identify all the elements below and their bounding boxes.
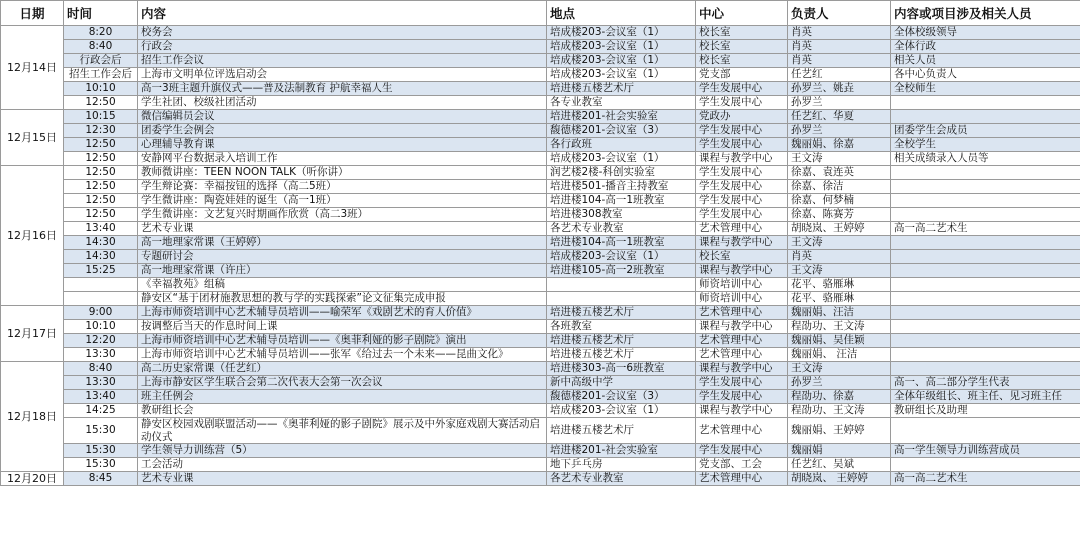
center-cell: 艺术管理中心 [696,472,788,486]
table-row [1,96,1080,110]
location-cell: 地下乒乓房 [547,458,696,472]
location-cell: 培成楼203-会议室（1） [547,54,696,68]
owner-cell: 肖英 [788,40,891,54]
time-cell: 13:30 [64,376,138,390]
center-cell: 党支部、工会 [696,458,788,472]
table-row [1,334,1080,348]
center-cell: 学生发展中心 [696,138,788,152]
location-cell: 培进楼105-高一2班教室 [547,264,696,278]
people-cell [891,180,1080,194]
date-cell: 12月18日 [1,362,64,472]
content-cell: 学生社团、校级社团活动 [138,96,547,110]
center-cell: 课程与教学中心 [696,152,788,166]
header-row [1,1,1080,26]
content-cell: 专题研讨会 [138,250,547,264]
location-cell: 培进楼104-高一1班教室 [547,194,696,208]
table-row [1,458,1080,472]
time-cell: 12:50 [64,96,138,110]
location-cell: 培进楼201-社会实验室 [547,110,696,124]
time-cell: 13:40 [64,222,138,236]
content-cell: 安静网平台数据录入培训工作 [138,152,547,166]
owner-cell: 任艺红、吴斌 [788,458,891,472]
table-row [1,26,1080,40]
center-cell: 学生发展中心 [696,444,788,458]
people-cell: 相关人员 [891,54,1080,68]
center-cell: 学生发展中心 [696,124,788,138]
table-row [1,68,1080,82]
header-date: 日期 [1,1,64,26]
location-cell: 培进楼501-播音主持教室 [547,180,696,194]
time-cell: 15:30 [64,444,138,458]
schedule-body [1,26,1080,486]
center-cell: 党支部 [696,68,788,82]
content-cell: 教研组长会 [138,404,547,418]
owner-cell: 肖英 [788,54,891,68]
content-cell: 团委学生会例会 [138,124,547,138]
owner-cell: 孙罗兰 [788,124,891,138]
owner-cell: 胡晓岚、王婷婷 [788,222,891,236]
owner-cell: 孙罗兰 [788,376,891,390]
owner-cell: 王文涛 [788,362,891,376]
center-cell: 学生发展中心 [696,390,788,404]
date-cell: 12月15日 [1,110,64,166]
location-cell: 培进楼五楼艺术厅 [547,418,696,444]
owner-cell: 魏丽娟、王婷婷 [788,418,891,444]
location-cell: 培进楼五楼艺术厅 [547,82,696,96]
center-cell: 艺术管理中心 [696,222,788,236]
owner-cell: 程劭功、王文涛 [788,404,891,418]
header-content: 内容 [138,1,547,26]
content-cell: 校务会 [138,26,547,40]
center-cell: 课程与教学中心 [696,236,788,250]
table-row [1,292,1080,306]
table-row [1,138,1080,152]
table-row [1,208,1080,222]
table-row [1,376,1080,390]
header-people: 内容或项目涉及相关人员 [891,1,1080,26]
content-cell: 上海市文明单位评选启动会 [138,68,547,82]
location-cell: 各艺术专业教室 [547,472,696,486]
location-cell: 馥德楼201-会议室（3） [547,124,696,138]
content-cell: 招生工作会议 [138,54,547,68]
time-cell: 12:50 [64,208,138,222]
owner-cell: 魏丽娟、 汪洁 [788,348,891,362]
owner-cell: 花平、骆雁琳 [788,278,891,292]
content-cell: 高一3班主题升旗仪式——普及法制教育 护航幸福人生 [138,82,547,96]
people-cell [891,362,1080,376]
center-cell: 党政办 [696,110,788,124]
center-cell: 学生发展中心 [696,96,788,110]
people-cell: 各中心负责人 [891,68,1080,82]
people-cell: 高一学生领导力训练营成员 [891,444,1080,458]
owner-cell: 任艺红 [788,68,891,82]
owner-cell: 花平、骆雁琳 [788,292,891,306]
content-cell: 高二历史家常课（任艺红） [138,362,547,376]
center-cell: 校长室 [696,26,788,40]
time-cell: 招生工作会后 [64,68,138,82]
time-cell: 8:20 [64,26,138,40]
content-cell: 教师微讲座：TEEN NOON TALK（听你讲） [138,166,547,180]
content-cell: 学生微讲座：文艺复兴时期画作欣赏（高二3班） [138,208,547,222]
people-cell: 团委学生会成员 [891,124,1080,138]
people-cell [891,278,1080,292]
content-cell: 上海市师资培训中心艺术辅导员培训——《奥菲利娅的影子剧院》演出 [138,334,547,348]
location-cell: 培进楼201-社会实验室 [547,444,696,458]
table-row [1,166,1080,180]
table-row [1,124,1080,138]
center-cell: 学生发展中心 [696,82,788,96]
time-cell: 15:30 [64,458,138,472]
content-cell: 高一地理家常课（许庄） [138,264,547,278]
content-cell: 工会活动 [138,458,547,472]
date-cell: 12月20日 [1,472,64,486]
people-cell [891,306,1080,320]
header-center: 中心 [696,1,788,26]
owner-cell: 胡晓岚、 王婷婷 [788,472,891,486]
time-cell: 12:50 [64,194,138,208]
people-cell [891,166,1080,180]
content-cell: 艺术专业课 [138,222,547,236]
content-cell: 按调整后当天的作息时间上课 [138,320,547,334]
owner-cell: 王文涛 [788,236,891,250]
date-cell: 12月14日 [1,26,64,110]
time-cell: 12:20 [64,334,138,348]
time-cell: 8:40 [64,40,138,54]
content-cell: 学生领导力训练营（5） [138,444,547,458]
center-cell: 学生发展中心 [696,166,788,180]
time-cell: 15:25 [64,264,138,278]
center-cell: 校长室 [696,54,788,68]
location-cell: 培进楼五楼艺术厅 [547,306,696,320]
content-cell: 上海市静安区学生联合会第二次代表大会第一次会议 [138,376,547,390]
people-cell: 教研组长及助理 [891,404,1080,418]
owner-cell: 程劭功、徐嘉 [788,390,891,404]
location-cell: 润艺楼2楼-科创实验室 [547,166,696,180]
time-cell: 12:50 [64,152,138,166]
time-cell: 12:50 [64,138,138,152]
people-cell [891,96,1080,110]
date-cell: 12月16日 [1,166,64,306]
location-cell: 培进楼104-高一1班教室 [547,236,696,250]
owner-cell: 魏丽娟、汪洁 [788,306,891,320]
time-cell: 8:40 [64,362,138,376]
location-cell [547,278,696,292]
table-row [1,444,1080,458]
time-cell: 13:30 [64,348,138,362]
location-cell: 培成楼203-会议室（1） [547,250,696,264]
location-cell: 培成楼203-会议室（1） [547,404,696,418]
location-cell: 培进楼308教室 [547,208,696,222]
center-cell: 艺术管理中心 [696,418,788,444]
location-cell: 各行政班 [547,138,696,152]
center-cell: 课程与教学中心 [696,320,788,334]
center-cell: 课程与教学中心 [696,264,788,278]
owner-cell: 孙罗兰 [788,96,891,110]
table-row [1,82,1080,96]
people-cell [891,348,1080,362]
table-row [1,180,1080,194]
owner-cell: 魏丽娟、徐嘉 [788,138,891,152]
location-cell: 培进楼303-高一6班教室 [547,362,696,376]
location-cell: 新中高级中学 [547,376,696,390]
center-cell: 师资培训中心 [696,278,788,292]
time-cell: 14:25 [64,404,138,418]
table-row [1,418,1080,444]
center-cell: 艺术管理中心 [696,334,788,348]
content-cell: 班主任例会 [138,390,547,404]
owner-cell: 魏丽娟、吴佳颖 [788,334,891,348]
table-row [1,306,1080,320]
content-cell: 学生微讲座：陶瓷娃娃的诞生（高一1班） [138,194,547,208]
owner-cell: 魏丽娟 [788,444,891,458]
location-cell: 各专业教室 [547,96,696,110]
time-cell: 10:10 [64,320,138,334]
center-cell: 校长室 [696,40,788,54]
location-cell: 培成楼203-会议室（1） [547,152,696,166]
owner-cell: 徐嘉、何梦楠 [788,194,891,208]
owner-cell: 王文涛 [788,152,891,166]
owner-cell: 任艺红、华夏 [788,110,891,124]
content-cell: 艺术专业课 [138,472,547,486]
content-cell: 学生辩论赛：幸福按钮的选择（高二5班） [138,180,547,194]
content-cell: 微信编辑员会议 [138,110,547,124]
table-row [1,110,1080,124]
people-cell [891,458,1080,472]
table-row [1,40,1080,54]
content-cell: 静安区“基于团材施教思想的教与学的实践探索”论文征集完成申报 [138,292,547,306]
table-row [1,194,1080,208]
table-row [1,236,1080,250]
people-cell [891,292,1080,306]
people-cell: 全校学生 [891,138,1080,152]
people-cell: 全体行政 [891,40,1080,54]
owner-cell: 程劭功、王文涛 [788,320,891,334]
time-cell: 15:30 [64,418,138,444]
people-cell: 全校师生 [891,82,1080,96]
center-cell: 艺术管理中心 [696,348,788,362]
content-cell: 高一地理家常课（王婷婷） [138,236,547,250]
people-cell: 相关成绩录入人员等 [891,152,1080,166]
people-cell [891,236,1080,250]
center-cell: 学生发展中心 [696,376,788,390]
time-cell: 12:30 [64,124,138,138]
location-cell: 馥德楼201-会议室（3） [547,390,696,404]
table-row [1,472,1080,486]
people-cell [891,334,1080,348]
center-cell: 学生发展中心 [696,180,788,194]
location-cell [547,292,696,306]
center-cell: 学生发展中心 [696,194,788,208]
table-row [1,390,1080,404]
table-row [1,264,1080,278]
header-time: 时间 [64,1,138,26]
people-cell [891,194,1080,208]
table-row [1,404,1080,418]
people-cell: 全体年级组长、班主任、见习班主任 [891,390,1080,404]
table-row [1,54,1080,68]
location-cell: 各艺术专业教室 [547,222,696,236]
time-cell [64,278,138,292]
owner-cell: 王文涛 [788,264,891,278]
time-cell: 行政会后 [64,54,138,68]
table-row [1,362,1080,376]
center-cell: 师资培训中心 [696,292,788,306]
table-row [1,320,1080,334]
owner-cell: 徐嘉、徐洁 [788,180,891,194]
content-cell: 心理辅导教育课 [138,138,547,152]
owner-cell: 肖英 [788,250,891,264]
location-cell: 培进楼五楼艺术厅 [547,334,696,348]
time-cell: 14:30 [64,250,138,264]
table-row [1,348,1080,362]
people-cell: 高一高二艺术生 [891,222,1080,236]
people-cell [891,264,1080,278]
date-cell: 12月17日 [1,306,64,362]
content-cell: 上海市师资培训中心艺术辅导员培训——张军《给过去一个未来——昆曲文化》 [138,348,547,362]
header-owner: 负责人 [788,1,891,26]
location-cell: 培成楼203-会议室（1） [547,40,696,54]
content-cell: 行政会 [138,40,547,54]
time-cell: 12:50 [64,166,138,180]
people-cell: 全体校级领导 [891,26,1080,40]
table-row [1,250,1080,264]
owner-cell: 徐嘉、陈赛芳 [788,208,891,222]
location-cell: 培成楼203-会议室（1） [547,68,696,82]
time-cell: 9:00 [64,306,138,320]
time-cell: 10:10 [64,82,138,96]
header-location: 地点 [547,1,696,26]
center-cell: 校长室 [696,250,788,264]
content-cell: 静安区校园戏剧联盟活动——《奥菲利娅的影子剧院》展示及中外家庭戏剧大赛活动启动仪式 [138,418,547,444]
time-cell: 14:30 [64,236,138,250]
center-cell: 艺术管理中心 [696,306,788,320]
people-cell [891,418,1080,444]
time-cell: 12:50 [64,180,138,194]
content-cell: 上海市师资培训中心艺术辅导员培训——喻荣军《戏剧艺术的育人价值》 [138,306,547,320]
time-cell: 13:40 [64,390,138,404]
people-cell: 高一、高二部分学生代表 [891,376,1080,390]
center-cell: 学生发展中心 [696,208,788,222]
people-cell [891,320,1080,334]
time-cell: 8:45 [64,472,138,486]
table-row [1,222,1080,236]
people-cell [891,250,1080,264]
location-cell: 培成楼203-会议室（1） [547,26,696,40]
location-cell: 培进楼五楼艺术厅 [547,348,696,362]
center-cell: 课程与教学中心 [696,404,788,418]
content-cell: 《幸福教苑》组稿 [138,278,547,292]
table-row [1,152,1080,166]
owner-cell: 孙罗兰、姚垚 [788,82,891,96]
people-cell [891,110,1080,124]
location-cell: 各班教室 [547,320,696,334]
owner-cell: 肖英 [788,26,891,40]
people-cell [891,208,1080,222]
time-cell: 10:15 [64,110,138,124]
people-cell: 高一高二艺术生 [891,472,1080,486]
owner-cell: 徐嘉、袁连英 [788,166,891,180]
table-row [1,278,1080,292]
center-cell: 课程与教学中心 [696,362,788,376]
time-cell [64,292,138,306]
